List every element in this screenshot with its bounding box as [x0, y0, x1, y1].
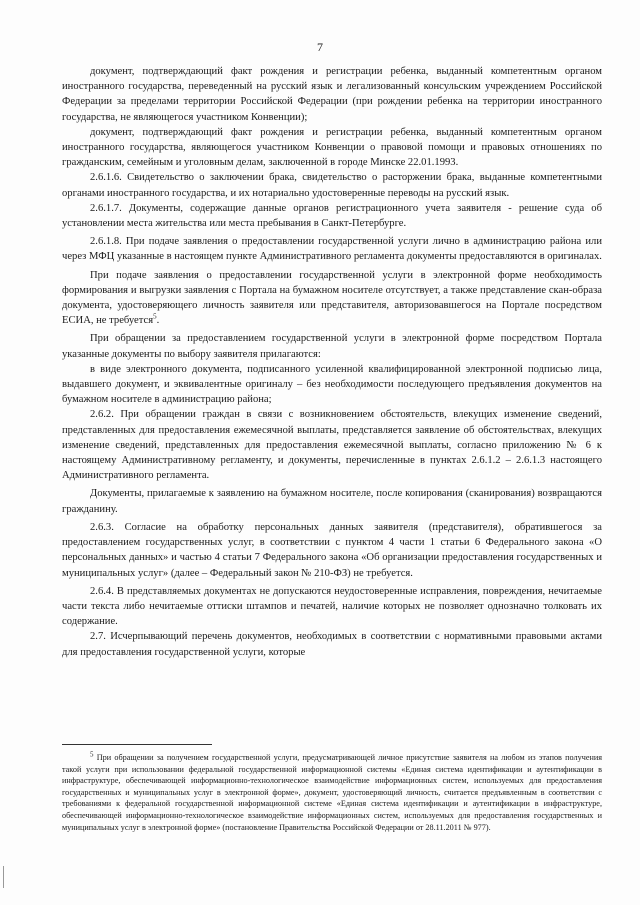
paragraph: документ, подтверждающий факт рождения и регистрации ребенка, выданный компетентным органом иностранного государства, переведенный на русский язык и легализованный консульским учреждением Российской Федерации за пределами территории Российской Федерации (при рождении ребенка на территории иностранного государства, не являющегося участником Конвенции); — [62, 66, 602, 123]
paragraph: Документы, прилагаемые к заявлению на бумажном носителе, после копирования (сканирования) возвращаются гражданину. — [62, 488, 602, 515]
paragraph: При обращении за предоставлением государственной услуги в электронной форме посредством Портала указанные документы по выбору заявителя прилагаются: — [62, 333, 602, 360]
footnotes — [62, 752, 602, 833]
footnote-separator — [62, 744, 212, 745]
paragraph: 2.6.1.6. Свидетельство о заключении брака, свидетельство о расторжении брака, выданные компетентными органами иностранного государства, и их нотариально удостоверенные переводы на русский язык. — [62, 172, 602, 199]
paragraph: 2.6.1.7. Документы, содержащие данные органов регистрационного учета заявителя - решение суда об установлении места жительства или места пребывания в Санкт-Петербурге. — [62, 202, 602, 230]
main-text — [62, 64, 602, 660]
paragraph: в виде электронного документа, подписанного усиленной квалифицированной электронной подписью лица, выдавшего документ, и эквивалентные оригиналу – без необходимости последующего предъявления документов на бумажном носителе в администрацию района; — [62, 363, 602, 406]
paragraph-end-punctuation: . — [156, 315, 160, 327]
footnote-reference[interactable]: 5 — [153, 312, 157, 321]
scan-edge-mark — [3, 866, 4, 888]
paragraph: 2.7. Исчерпывающий перечень документов, необходимых в соответствии с нормативными правовыми актами для предоставления государственной услуги, которые — [62, 631, 602, 658]
footnote-marker: 5 — [90, 750, 94, 759]
footnote — [62, 752, 602, 833]
paragraph: 2.6.4. В представляемых документах не допускаются неудостоверенные исправления, повреждения, нечитаемые части текста либо нечитаемые оттиски штампов и печатей, наличие которых не позволяет однозначно толковать их содержание. — [62, 585, 602, 628]
paragraph-with-footnote — [62, 268, 602, 329]
paragraph: 2.6.2. При обращении граждан в связи с возникновением обстоятельств, влекущих изменение сведений, представленных для предоставления ежемесячной выплаты, представляется заявление об обстоятельствах, влекущих изменение сведений, представленных для предоставления ежемесячной выплаты, согласно приложению № 6 к настоящему Административному регламенту, и документы, перечисленные в пунктах 2.6.1.2 – 2.6.1.3 настоящего Административного регламента. — [62, 409, 602, 482]
paragraph: 2.6.1.8. При подаче заявления о предоставлении государственной услуги лично в администрацию района или через МФЦ указанные в настоящем пункте Административного регламента документы предоставляются в оригиналах. — [62, 236, 602, 263]
page-number: 7 — [317, 40, 323, 54]
footnote-text: При обращении за получением государственной услуги, предусматривающей личное присутствие заявителя на любом из этапов получения такой услуги при использовании федеральной государственной информационной системы «Единая система идентификации и аутентификации в инфраструктуре, обеспечивающей информационно-технологическое взаимодействие информационных систем, используемых для предоставления государственных и муниципальных услуг в электронной форме», документ, удостоверяющий личность, считается предъявленным в соответствии с требованиями к федеральной государственной информационной системе «Единая система идентификации и аутентификации в инфраструктуре, обеспечивающей информационно-технологическое взаимодействие информационных систем, используемых для предоставления государственных и муниципальных услуг в электронной форме» (постановление Правительства Российской Федерации от 28.11.2011 № 977). — [62, 753, 603, 832]
paragraph: 2.6.3. Согласие на обработку персональных данных заявителя (представителя), обратившегося за предоставлением государственных услуг, в соответствии с пунктом 4 части 1 статьи 6 Федерального закона «О персональных данных» и частью 4 статьи 7 Федерального закона «Об организации предоставления государственных и муниципальных услуг» (далее – Федеральный закон № 210-ФЗ) не требуется. — [62, 521, 602, 579]
paragraph-text: При подаче заявления о предоставлении государственной услуги в электронной форме необходимость формирования и выгрузки заявления с Портала на бумажном носителе отсутствует, а также представление скан-образа документа, удостоверяющего личность заявителя или представителя, авторизовавшегося на Портале посредством ЕСИА, не требуется — [62, 269, 602, 327]
paragraph: документ, подтверждающий факт рождения и регистрации ребенка, выданный компетентным органом иностранного государства, являющегося участником Конвенции о правовой помощи и правовых отношениях по гражданским, семейным и уголовным делам, заключенной в городе Минске 22.01.1993. — [62, 126, 602, 169]
